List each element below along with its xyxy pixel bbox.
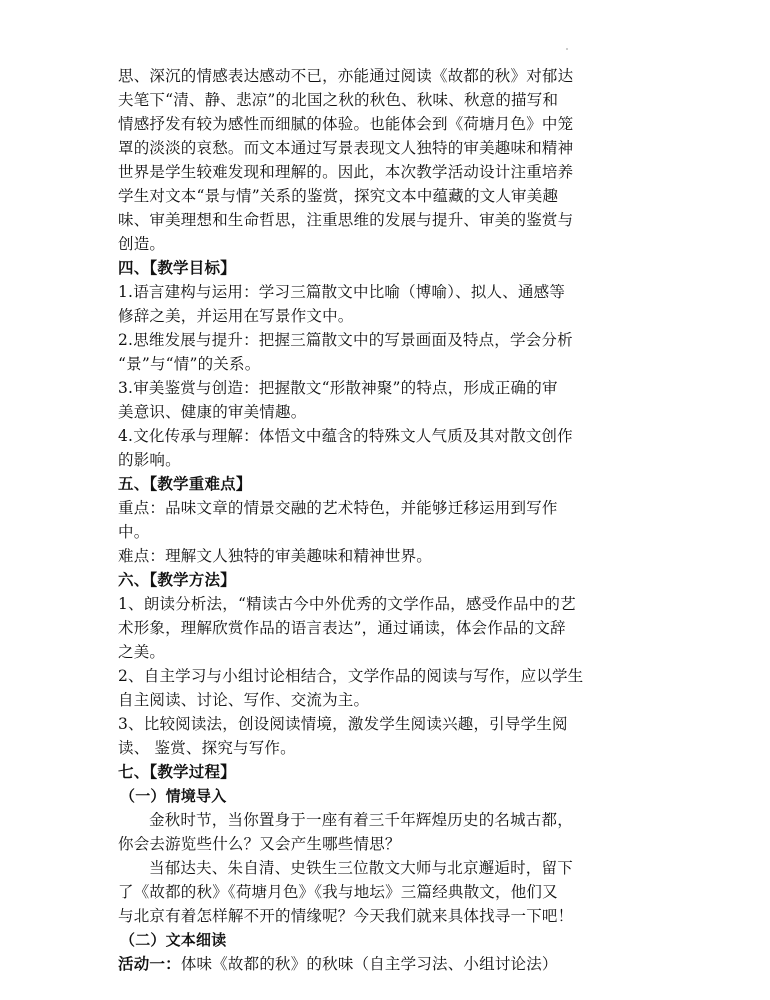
- section-heading: 七、【教学过程】: [118, 763, 236, 781]
- text-line: 术形象，理解欣赏作品的语言表达”，通过诵读，体会作品的文辞: [118, 619, 566, 637]
- text-line: 修辞之美，并运用在写景作文中。: [118, 307, 354, 325]
- section-heading: 四、【教学目标】: [118, 259, 236, 277]
- text-line: 重点：品味文章的情景交融的艺术特色，并能够迁移运用到写作: [118, 499, 558, 517]
- text-line: 学生对文本“景与情”关系的鉴赏，探究文本中蕴藏的文人审美趣: [118, 187, 559, 205]
- text-line: 读、 鉴赏、探究与写作。: [118, 739, 296, 757]
- text-line: 4.文化传承与理解：体悟文中蕴含的特殊文人气质及其对散文创作: [118, 427, 573, 445]
- text-line: 中。: [118, 523, 150, 541]
- text-line: 当郁达夫、朱自清、史铁生三位散文大师与北京邂逅时，留下: [149, 859, 573, 877]
- section-heading: 六、【教学方法】: [118, 571, 236, 589]
- text-line: 2、自主学习与小组讨论相结合，文学作品的阅读与写作，应以学生: [118, 667, 584, 685]
- subsection-heading: （二）文本细读: [120, 931, 227, 949]
- text-line: 创造。: [118, 235, 166, 253]
- text-line: 2.思维发展与提升：把握三篇散文中的写景画面及特点，学会分析: [118, 331, 573, 349]
- subsection-heading: （一）情境导入: [120, 787, 227, 805]
- text-line: 世界是学生较难发现和理解的。因此，本次教学活动设计注重培养: [118, 163, 574, 181]
- text-line: 与北京有着怎样解不开的情缘呢？今天我们就来具体找寻一下吧！: [118, 907, 574, 925]
- activity-line: [118, 952, 663, 976]
- activity-text: 体味《故都的秋》的秋味（自主学习法、小组讨论法）: [180, 955, 558, 973]
- activity-label: 活动一：: [118, 955, 181, 973]
- text-line: 自主阅读、讨论、写作、交流为主。: [118, 691, 370, 709]
- text-line: 你会去游览些什么？又会产生哪些情思？: [118, 835, 401, 853]
- text-line: 3、比较阅读法，创设阅读情境，激发学生阅读兴趣，引导学生阅: [118, 715, 568, 733]
- section-teaching-process: [118, 760, 663, 976]
- text-line: “景”与“情”的关系。: [118, 355, 261, 373]
- text-line: 的影响。: [118, 451, 181, 469]
- text-line: 了《故都的秋》《荷塘月色》《我与地坛》三篇经典散文，他们又: [118, 883, 558, 901]
- text-line: 罩的淡淡的哀愁。而文本通过写景表现文人独特的审美趣味和精神: [118, 139, 574, 157]
- text-line: 情感抒发有较为感性而细腻的体验。也能体会到《荷塘月色》中笼: [118, 115, 574, 133]
- section-teaching-methods: [118, 568, 663, 760]
- text-line: 3.审美鉴赏与创造：把握散文“形散神聚”的特点，形成正确的审: [118, 379, 558, 397]
- text-line: 夫笔下“清、静、悲凉”的北国之秋的秋色、秋味、秋意的描写和: [118, 91, 559, 109]
- text-line: 之美。: [118, 643, 166, 661]
- text-line: 1.语言建构与运用：学习三篇散文中比喻（博喻）、拟人、通感等: [118, 283, 566, 301]
- text-line: 难点：理解文人独特的审美趣味和精神世界。: [118, 547, 433, 565]
- text-line: 味、审美理想和生命哲思，注重思维的发展与提升、审美的鉴赏与: [118, 211, 574, 229]
- text-line: 金秋时节，当你置身于一座有着三千年辉煌历史的名城古都，: [149, 811, 573, 829]
- section-heading: 五、【教学重难点】: [118, 475, 252, 493]
- intro-paragraph: [118, 64, 663, 256]
- text-line: 1、朗读分析法，“精读古今中外优秀的文学作品，感受作品中的艺: [118, 595, 576, 613]
- page-content: [118, 64, 663, 976]
- section-teaching-goals: [118, 256, 663, 472]
- text-line: 美意识、健康的审美情趣。: [118, 403, 307, 421]
- scan-mark: [566, 48, 568, 50]
- text-line: 思、深沉的情感表达感动不已，亦能通过阅读《故都的秋》对郁达: [118, 67, 574, 85]
- section-key-points: [118, 472, 663, 568]
